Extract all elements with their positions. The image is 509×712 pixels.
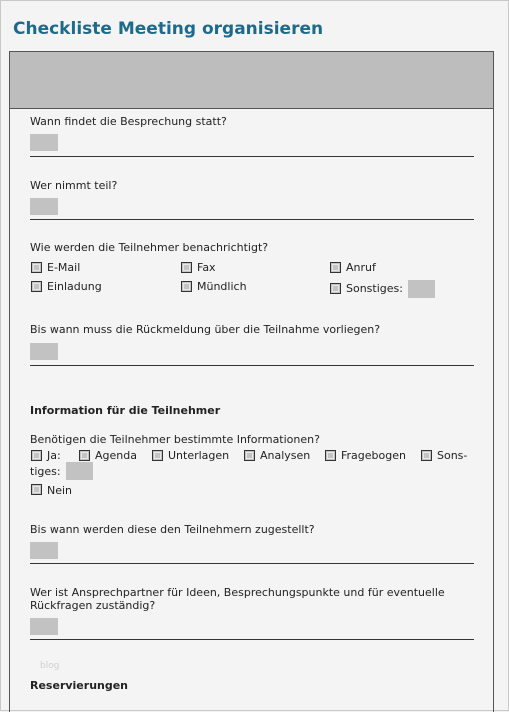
divider <box>30 639 474 640</box>
divider <box>30 219 474 220</box>
checkbox-other[interactable] <box>330 283 341 294</box>
checkbox-verbal[interactable] <box>181 281 192 292</box>
question-reply-deadline: Bis wann muss die Rückmeldung über die Teilnahme vorliegen? <box>30 323 381 336</box>
participants-field[interactable] <box>30 198 58 215</box>
checkbox-agenda[interactable] <box>79 450 90 461</box>
divider <box>30 365 474 366</box>
option-documents-label: Unterlagen <box>168 449 230 462</box>
option-invitation-label: Einladung <box>47 280 102 293</box>
checkbox-other-info[interactable] <box>421 450 432 461</box>
checkbox-fax[interactable] <box>181 262 192 273</box>
question-participants: Wer nimmt teil? <box>30 179 118 192</box>
checkbox-questionnaire[interactable] <box>325 450 336 461</box>
option-email-label: E-Mail <box>47 261 81 274</box>
checkbox-yes[interactable] <box>31 450 42 461</box>
watermark-text: blog <box>40 661 60 671</box>
option-analyses-label: Analysen <box>260 449 311 462</box>
divider <box>30 156 474 157</box>
checkbox-call[interactable] <box>330 262 341 273</box>
question-delivery-deadline: Bis wann werden diese den Teilnehmern zugestellt? <box>30 523 315 536</box>
question-contact-line-1: Wer ist Ansprechpartner für Ideen, Besprechungspunkte und für eventuelle <box>30 586 445 599</box>
option-yes-label: Ja: <box>47 449 61 462</box>
option-call-label: Anruf <box>346 261 376 274</box>
delivery-deadline-field[interactable] <box>30 542 58 559</box>
other-notification-field[interactable] <box>408 280 435 298</box>
checkbox-invitation[interactable] <box>31 281 42 292</box>
option-fax-label: Fax <box>197 261 216 274</box>
section-heading-reservations: Reservierungen <box>30 679 129 692</box>
form-header-bar <box>10 52 493 109</box>
option-questionnaire-label: Fragebogen <box>341 449 406 462</box>
page-title: Checkliste Meeting organisieren <box>13 19 324 39</box>
option-other-info-label-2: tiges: <box>30 465 61 478</box>
option-agenda-label: Agenda <box>95 449 137 462</box>
question-meeting-date: Wann findet die Besprechung statt? <box>30 115 227 128</box>
checkbox-documents[interactable] <box>152 450 163 461</box>
question-contact-line-2: Rückfragen zuständig? <box>30 599 156 612</box>
section-heading-information: Information für die Teilnehmer <box>30 404 221 417</box>
meeting-date-field[interactable] <box>30 134 58 151</box>
option-other-info-label-1: Sons- <box>437 449 468 462</box>
checkbox-no[interactable] <box>31 484 42 495</box>
option-other-label: Sonstiges: <box>346 282 403 295</box>
reply-deadline-field[interactable] <box>30 343 58 360</box>
other-info-field[interactable] <box>66 462 93 480</box>
checkbox-analyses[interactable] <box>244 450 255 461</box>
contact-person-field[interactable] <box>30 618 58 635</box>
checklist-form <box>9 51 494 712</box>
question-notification: Wie werden die Teilnehmer benachrichtigt? <box>30 241 269 254</box>
option-verbal-label: Mündlich <box>197 280 247 293</box>
option-no-label: Nein <box>47 484 73 497</box>
checkbox-email[interactable] <box>31 262 42 273</box>
divider <box>30 563 474 564</box>
question-information-needed: Benötigen die Teilnehmer bestimmte Informationen? <box>30 433 320 446</box>
